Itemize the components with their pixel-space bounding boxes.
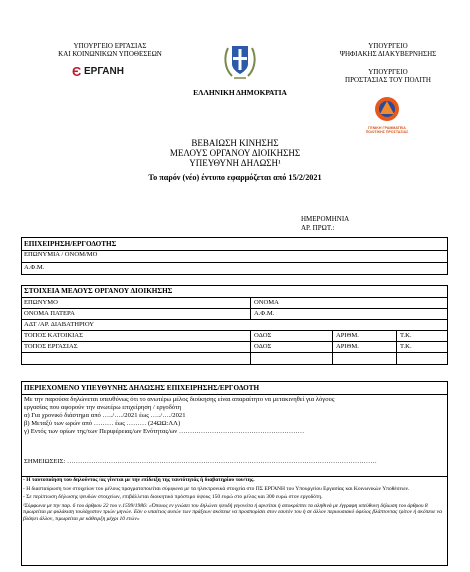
father-name-field[interactable]: ΟΝΟΜΑ ΠΑΤΕΡΑ xyxy=(24,310,75,317)
declaration-line2: εργασίας που αφορούν την ανωτέρω επιχείρηση / εργοδότη xyxy=(24,404,182,411)
declaration-line1: Με την παρούσα δηλώνεται υπευθύνως ότι το ανωτέρω μέλος διοίκησης είναι απαραίτητο να μετακινηθεί για λόγους xyxy=(24,396,335,403)
document-title xyxy=(110,138,360,168)
divider xyxy=(22,352,447,353)
labour-ministry-header xyxy=(40,42,180,58)
digital-ministry-line1: ΥΠΟΥΡΓΕΙΟ xyxy=(368,42,408,50)
title-line2: ΜΕΛΟΥΣ ΟΡΓΑΝΟΥ ΔΙΟΙΚΗΣΗΣ xyxy=(169,148,301,158)
name-field[interactable]: ΟΝΟΜΑ xyxy=(254,299,279,306)
divider xyxy=(22,330,447,331)
divider xyxy=(396,330,397,364)
title-line1: ΒΕΒΑΙΩΣΗ ΚΙΝΗΣΗΣ xyxy=(191,138,279,148)
time-range-line[interactable]: β) Μεταξύ των ωρών από ……… έως ……… (24ΩΩ:ΛΛ) xyxy=(24,420,181,427)
workplace-field[interactable]: ΤΟΠΟΣ ΕΡΓΑΣΙΑΣ xyxy=(24,343,78,350)
work-postcode-field[interactable]: Τ.Κ. xyxy=(400,343,412,350)
work-number-field[interactable]: ΑΡΙΘΜ. xyxy=(336,343,359,350)
id-number-field[interactable]: ΑΔΤ /ΑΡ. ΔΙΑΒΑΤΗΡΙΟΥ xyxy=(24,321,95,328)
republic-title: ΕΛΛΗΝΙΚΗ ΔΗΜΟΚΡΑΤΙΑ xyxy=(193,88,287,97)
divider xyxy=(22,319,447,320)
footnote-penalty: - Σε περίπτωση δήλωσης ψευδών στοιχείων, επιβάλλεται διοικητικό πρόστιμο ύψους 150 ευρώ στο μέλος και 300 ευρώ στον εργοδότη. xyxy=(23,494,323,501)
civil-protection-line1: ΓΕΝΙΚΗ ΓΡΑΜΜΑΤΕΙΑ xyxy=(368,126,406,130)
employer-section xyxy=(21,237,448,275)
company-name-field[interactable]: ΕΠΩΝΥΜΙΑ / ΟΝΟΜ/ΜΟ xyxy=(24,251,98,258)
residence-field[interactable]: ΤΟΠΟΣ ΚΑΤΟΙΚΙΑΣ xyxy=(24,332,83,339)
ergani-logo xyxy=(72,64,152,78)
labour-ministry-line2: ΚΑΙ ΚΟΙΝΩΝΙΚΩΝ ΥΠΟΘΕΣΕΩΝ xyxy=(58,50,162,58)
residence-number-field[interactable]: ΑΡΙΘΜ. xyxy=(336,332,359,339)
greek-emblem-icon xyxy=(220,38,260,86)
title-line3: ΥΠΕΥΘΥΝΗ ΔΗΛΩΣΗ¹ xyxy=(189,158,281,168)
footnotes xyxy=(23,477,447,523)
work-street-field[interactable]: ΟΔΟΣ xyxy=(254,343,272,350)
ergani-logo-text: ΕΡΓΑΝΗ xyxy=(84,66,124,77)
residence-postcode-field[interactable]: Τ.Κ. xyxy=(400,332,412,339)
divider xyxy=(250,330,251,364)
member-afm-field[interactable]: Α.Φ.Μ. xyxy=(254,310,275,317)
date-label: ΗΜΕΡΟΜΗΝΙΑ xyxy=(301,215,350,223)
member-section xyxy=(21,285,448,365)
member-heading: ΣΤΟΙΧΕΙΑ ΜΕΛΟΥΣ ΟΡΓΑΝΟΥ ΔΙΟΙΚΗΣΗΣ xyxy=(24,287,173,295)
notes-line[interactable]: ΣΗΜΕΙΩΣΕΙΣ: …………………………………………………………………………………………………………………………… xyxy=(24,458,377,465)
protocol-label: ΑΡ. ΠΡΩΤ.: xyxy=(301,224,335,232)
surname-field[interactable]: ΕΠΩΝΥΜΟ xyxy=(24,299,58,306)
footnote-law: ¹Σύμφωνα με την παρ. 6 του άρθρου 22 του ν.1599/1986: «Όποιος εν γνώσει του δηλώνει ψευδή γεγονότα ή αρνείται ή αποκρύπτει τα αληθινά με έγγραφη υπεύθυνη δήλωση του άρθρου 8 τιμωρείται με φυλάκιση τουλάχιστον τριών μηνών. Εάν ο υπαίτιος αυτών των πράξεων σκόπευε να προσπορίσει στον εαυτόν του ή σε άλλον περιουσιακό όφελος βλάπτοντας τρίτον ή σκόπευε να βλάψει άλλον, τιμωρείται με κάθειρξη μέχρι 10 ετών» xyxy=(23,502,442,522)
digital-governance-header xyxy=(328,42,448,58)
effective-date-note: Το παρόν (νέο) έντυπο εφαρμόζεται από 15/2/2021 xyxy=(148,173,322,182)
divider xyxy=(22,308,447,309)
labour-ministry-line1: ΥΠΟΥΡΓΕΙΟ ΕΡΓΑΣΙΑΣ xyxy=(73,42,147,50)
divider xyxy=(250,297,251,319)
civil-protection-caption xyxy=(350,126,424,134)
divider xyxy=(22,394,447,395)
date-range-line[interactable]: α) Για χρονικό διάστημα από …../…./2021 έως …../…./2021 xyxy=(24,412,186,419)
divider xyxy=(332,330,333,364)
footnote-identification: - Η ταυτοποίηση του δηλούντος /ας γίνεται με την επίδειξη της ταυτότητάς ή διαβατηρίου του/της. xyxy=(23,477,255,483)
company-afm-field[interactable]: Α.Φ.Μ. xyxy=(24,264,45,271)
employer-heading: ΕΠΙΧΕΙΡΗΣΗ/ΕΡΓΟΔΟΤΗΣ xyxy=(24,240,117,248)
divider xyxy=(22,297,447,298)
footnote-verification: - Η διασταύρωση των στοιχείων του μέλους πραγματοποιείται σύμφωνα με τα ηλεκτρονικά στοιχεία στο ΠΣ ΕΡΓΑΝΗ του Υπουργείου Εργασίας και Κοινωνικών Υποθέσεων. xyxy=(23,485,410,492)
residence-street-field[interactable]: ΟΔΟΣ xyxy=(254,332,272,339)
region-line[interactable]: γ) Εντός των ορίων της/των Περιφέρειας/ων Ενότητας/ων ………………………………………………… xyxy=(24,428,305,435)
civil-protection-logo-icon xyxy=(370,95,404,123)
declaration-content-heading: ΠΕΡΙΕΧΟΜΕΝΟ ΥΠΕΥΘΥΝΗΣ ΔΗΛΩΣΗΣ ΕΠΙΧΕΙΡΗΣΗΣ/ΕΡΓΟΔΟΤΗ xyxy=(24,384,260,392)
ergani-logo-mark: Є xyxy=(72,64,82,79)
divider xyxy=(22,341,447,342)
citizen-ministry-line1: ΥΠΟΥΡΓΕΙΟ xyxy=(368,68,408,76)
declaration-content-section xyxy=(21,381,448,566)
divider xyxy=(22,262,447,263)
digital-ministry-line2: ΨΗΦΙΑΚΗΣ ΔΙΑΚΥΒΕΡΝΗΣΗΣ xyxy=(339,50,437,58)
civil-protection-line2: ΠΟΛΙΤΙΚΗΣ ΠΡΟΣΤΑΣΙΑΣ xyxy=(365,130,409,135)
citizen-protection-header xyxy=(328,68,448,84)
citizen-ministry-line2: ΠΡΟΣΤΑΣΙΑΣ ΤΟΥ ΠΟΛΙΤΗ xyxy=(345,76,431,84)
